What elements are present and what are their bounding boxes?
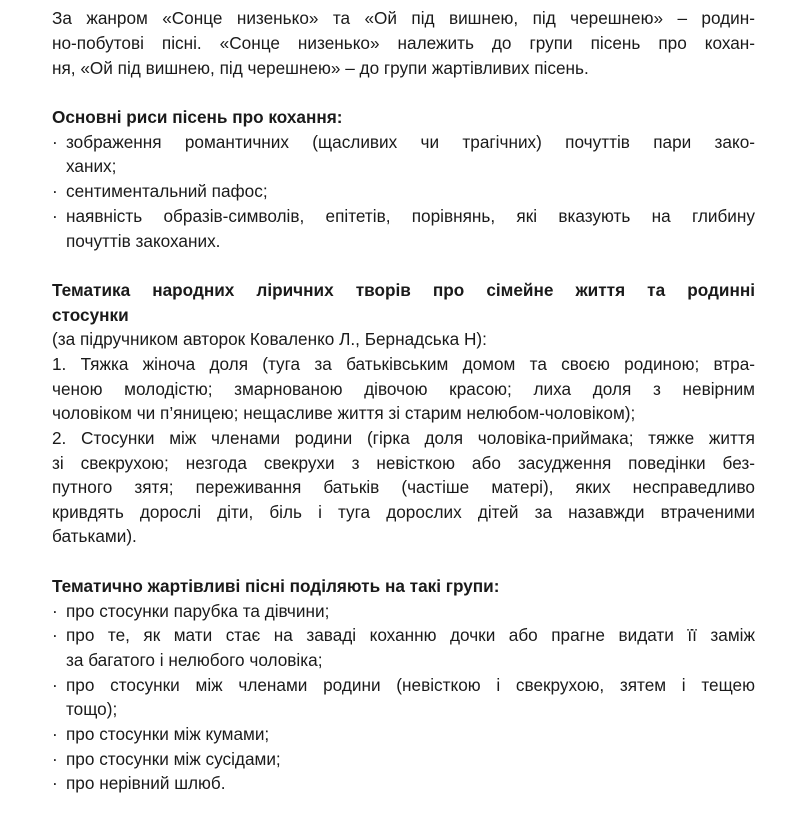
love-songs-heading: Основні риси пісень про кохання:: [52, 107, 343, 127]
family-themes-heading: стосунки: [52, 305, 129, 325]
list-item-text: про стосунки між кумами;: [66, 724, 270, 744]
list-item: [52, 179, 755, 204]
bullet: ·: [52, 206, 58, 226]
list-item-text: про стосунки між сусідами;: [66, 749, 281, 769]
bullet: ·: [52, 675, 58, 695]
list-item-continuation: за багатого і нелюбого чоловіка;: [66, 650, 323, 670]
list-item-text: про стосунки парубка та дівчини;: [66, 601, 330, 621]
family-themes-line: кривдять дорослі діти, біль і туга дорослих дітей за назавжди втраченими: [52, 502, 755, 522]
list-item-continuation: тощо);: [66, 699, 118, 719]
list-item-text: сентиментальний пафос;: [66, 181, 268, 201]
list-item: [52, 599, 755, 624]
family-themes-line: 1. Тяжка жіноча доля (туга за батьківським домом та своєю родиною; втра-: [52, 354, 755, 374]
family-themes-line: батьками).: [52, 526, 137, 546]
bullet: ·: [52, 749, 58, 769]
humor-songs-heading: Тематично жартівливі пісні поділяють на такі групи:: [52, 576, 500, 596]
family-themes-source: (за підручником авторок Коваленко Л., Бернадська Н):: [52, 329, 487, 349]
bullet: ·: [52, 625, 58, 645]
list-item: [52, 722, 755, 747]
list-item: [52, 747, 755, 772]
list-item-text: зображення романтичних (щасливих чи трагічних) почуттів пари зако-: [66, 132, 755, 152]
intro-line: но-побутові пісні. «Сонце низенько» належить до групи пісень про кохан-: [52, 33, 755, 53]
list-item: [52, 204, 755, 229]
list-item-text: про нерівний шлюб.: [66, 773, 226, 793]
intro-line: За жанром «Сонце низенько» та «Ой під вишнею, під черешнею» – родин-: [52, 8, 755, 28]
family-themes-line: путного зятя; переживання батьків (частіше матері), яких несправедливо: [52, 477, 755, 497]
family-themes-heading: Тематика народних ліричних творів про сімейне життя та родинні: [52, 280, 755, 300]
list-item: [52, 673, 755, 698]
bullet: ·: [52, 181, 58, 201]
bullet: ·: [52, 773, 58, 793]
list-item-continuation: ханих;: [66, 156, 117, 176]
family-themes-line: чоловіком чи п’яницею; нещасливе життя зі старим нелюбом-чоловіком);: [52, 403, 636, 423]
bullet: ·: [52, 724, 58, 744]
list-item: [52, 623, 755, 648]
family-themes-line: 2. Стосунки між членами родини (гірка доля чоловіка-приймака; тяжке життя: [52, 428, 755, 448]
list-item: [52, 130, 755, 155]
list-item-text: наявність образів-символів, епітетів, порівнянь, які вказують на глибину: [66, 206, 755, 226]
family-themes-line: ченою молодістю; змарнованою дівочою красою; лиха доля з невірним: [52, 379, 755, 399]
list-item-continuation: почуттів закоханих.: [66, 231, 221, 251]
bullet: ·: [52, 132, 58, 152]
list-item-text: про те, як мати стає на заваді коханню дочки або прагне видати її заміж: [66, 625, 755, 645]
family-themes-line: зі свекрухою; незгода свекрухи з невісткою або засудження поведінки без-: [52, 453, 755, 473]
bullet: ·: [52, 601, 58, 621]
list-item: [52, 771, 755, 796]
list-item-text: про стосунки між членами родини (невісткою і свекрухою, зятем і тещею: [66, 675, 755, 695]
intro-line: ня, «Ой під вишнею, під черешнею» – до групи жартівливих пісень.: [52, 58, 589, 78]
